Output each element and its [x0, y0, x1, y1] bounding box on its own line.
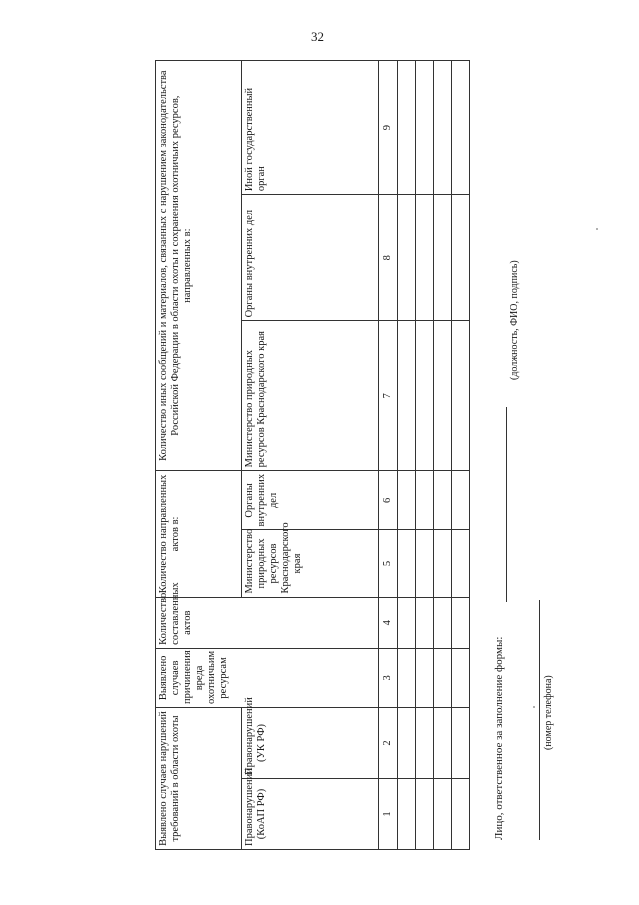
phone-caption: (номер телефона): [543, 675, 554, 750]
header-internal-msgs: Органы внутренних дел: [242, 195, 379, 321]
table-cell[interactable]: [398, 648, 416, 707]
column-number: 7: [379, 321, 398, 471]
header-ministry-acts: Министерство природных ресурсов Краснодарского края: [242, 530, 379, 597]
responsible-label: Лицо, ответственное за заполнение формы:: [493, 636, 505, 840]
table-cell[interactable]: [434, 471, 452, 530]
table-cell[interactable]: [434, 648, 452, 707]
scan-speck: [596, 228, 598, 230]
table-cell[interactable]: [434, 61, 452, 195]
header-internal-acts: Органы внутренних дел: [242, 471, 379, 530]
table-cell[interactable]: [416, 648, 434, 707]
report-table: [155, 60, 470, 850]
column-number: 2: [379, 708, 398, 779]
header-damage: Выявлено случаев причинения вреда охотничьим ресурсам: [156, 648, 379, 707]
column-number: 1: [379, 779, 398, 850]
column-number: 9: [379, 61, 398, 195]
table-cell[interactable]: [452, 648, 470, 707]
header-row-groups: [156, 61, 242, 850]
table-cell[interactable]: [416, 597, 434, 648]
header-acts-count: Количество составленных актов: [156, 597, 379, 648]
table-cell[interactable]: [416, 195, 434, 321]
table-cell[interactable]: [452, 597, 470, 648]
table-row: [398, 61, 416, 850]
header-ministry-msgs: Министерство природных ресурсов Краснодарского края: [242, 321, 379, 471]
table-cell[interactable]: [452, 530, 470, 597]
header-koap: Правонарушений (КоАП РФ): [242, 779, 379, 850]
column-number: 5: [379, 530, 398, 597]
report-table-container: [155, 60, 470, 850]
table-cell[interactable]: [398, 708, 416, 779]
table-cell[interactable]: [398, 779, 416, 850]
table-cell[interactable]: [398, 530, 416, 597]
table-row: [416, 61, 434, 850]
table-cell[interactable]: [416, 708, 434, 779]
column-number: 6: [379, 471, 398, 530]
table-cell[interactable]: [434, 708, 452, 779]
table-cell[interactable]: [452, 708, 470, 779]
column-number-row: [379, 61, 398, 850]
column-number: 8: [379, 195, 398, 321]
table-cell[interactable]: [416, 471, 434, 530]
table-cell[interactable]: [398, 321, 416, 471]
table-cell[interactable]: [434, 195, 452, 321]
table-cell[interactable]: [398, 597, 416, 648]
header-row-sub: [242, 61, 379, 850]
column-number: 4: [379, 597, 398, 648]
table-cell[interactable]: [434, 321, 452, 471]
table-cell[interactable]: [434, 597, 452, 648]
table-cell[interactable]: [398, 195, 416, 321]
table-cell[interactable]: [416, 61, 434, 195]
table-cell[interactable]: [452, 471, 470, 530]
signature-line[interactable]: [506, 407, 507, 602]
table-row: [434, 61, 452, 850]
header-directed-acts: Количество направленных актов в:: [156, 471, 242, 597]
table-cell[interactable]: [452, 61, 470, 195]
signature-caption: (должность, ФИО, подпись): [509, 260, 520, 380]
header-uk: Правонарушений (УК РФ): [242, 708, 379, 779]
table-cell[interactable]: [398, 61, 416, 195]
table-cell[interactable]: [398, 471, 416, 530]
header-other-gov: Иной государственный орган: [242, 61, 379, 195]
table-cell[interactable]: [434, 779, 452, 850]
table-cell[interactable]: [416, 530, 434, 597]
table-cell[interactable]: [416, 779, 434, 850]
form-footer: [485, 60, 555, 850]
rotated-form: [155, 60, 555, 850]
table-cell[interactable]: [416, 321, 434, 471]
table-row: [452, 61, 470, 850]
phone-line[interactable]: [539, 600, 540, 840]
header-violations: Выявлено случаев нарушений требований в области охоты: [156, 708, 242, 850]
table-cell[interactable]: [452, 195, 470, 321]
column-number: 3: [379, 648, 398, 707]
table-cell[interactable]: [452, 779, 470, 850]
table-cell[interactable]: [452, 321, 470, 471]
header-other-messages: Количество иных сообщений и материалов, связанных с нарушением законодательства Российской Федерации в области охоты и сохранения охотничьих ресурсов, направленных в:: [156, 61, 242, 471]
table-cell[interactable]: [434, 530, 452, 597]
